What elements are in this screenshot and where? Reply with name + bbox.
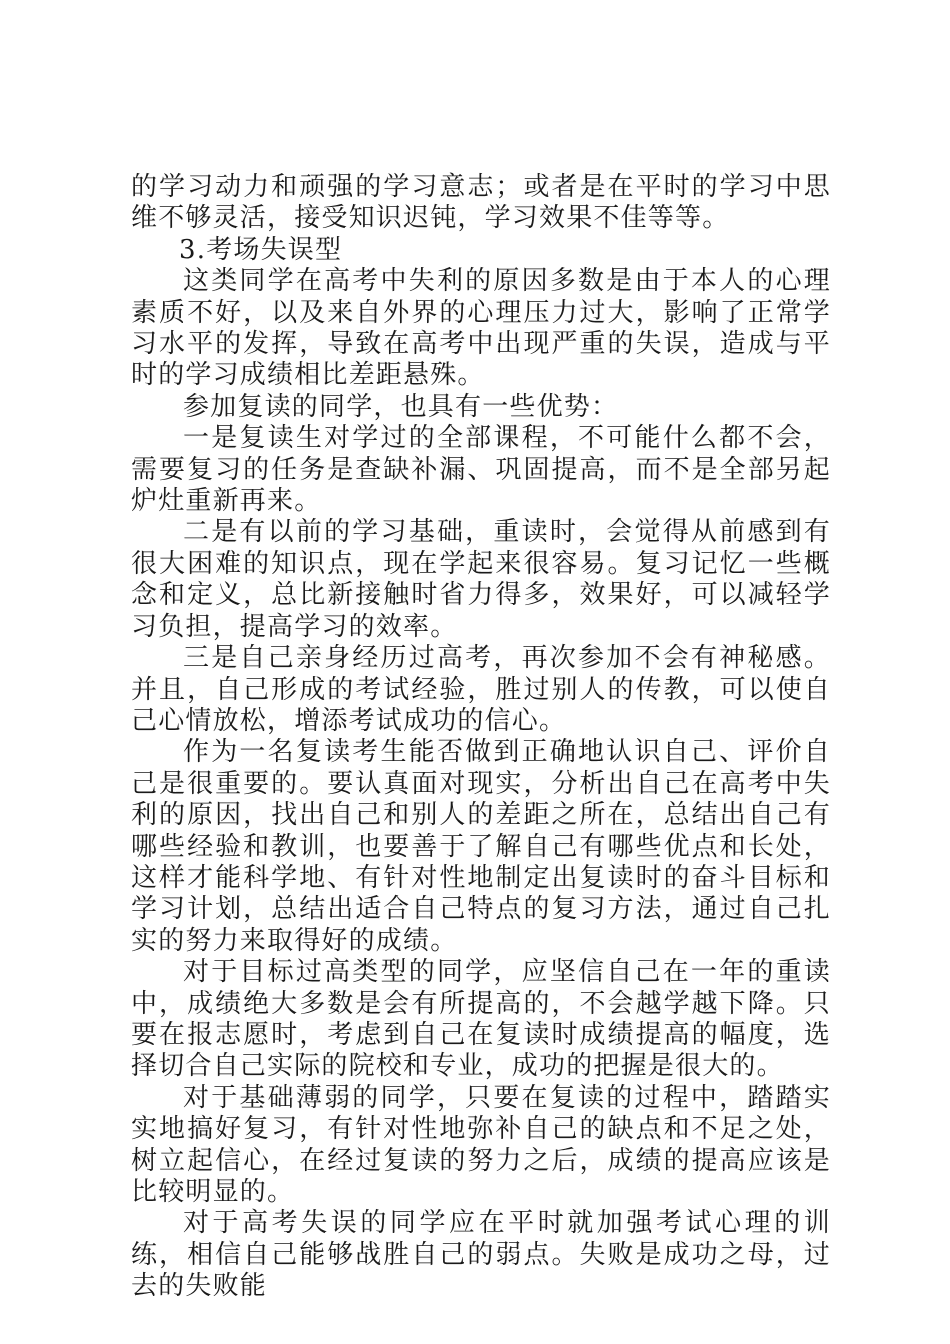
paragraph: 一是复读生对学过的全部课程，不可能什么都不会，需要复习的任务是查缺补漏、巩固提高，而不是全部另起炉灶重新再来。 [131, 423, 831, 517]
paragraph: 对于基础薄弱的同学，只要在复读的过程中，踏踏实实地搞好复习，有针对性地弥补自己的缺点和不足之处，树立起信心，在经过复读的努力之后，成绩的提高应该是比较明显的。 [131, 1082, 831, 1207]
paragraph: 作为一名复读考生能否做到正确地认识自己、评价自己是很重要的。要认真面对现实，分析出自己在高考中失利的原因，找出自己和别人的差距之所在，总结出自己有哪些经验和教训，也要善于了解自己有哪些优点和长处，这样才能科学地、有针对性地制定出复读时的奋斗目标和学习计划，总结出适合自己特点的复习方法，通过自己扎实的努力来取得好的成绩。 [131, 737, 831, 956]
paragraph: 这类同学在高考中失利的原因多数是由于本人的心理素质不好，以及来自外界的心理压力过大，影响了正常学习水平的发挥，导致在高考中出现严重的失误，造成与平时的学习成绩相比差距悬殊。 [131, 266, 831, 391]
section-heading-exam-mistake-type: 3.考场失误型 [179, 234, 343, 265]
paragraph: 三是自己亲身经历过高考，再次参加不会有神秘感。并且，自己形成的考试经验，胜过别人的传教，可以使自己心情放松，增添考试成功的信心。 [131, 643, 831, 736]
paragraph: 参加复读的同学，也具有一些优势： [183, 391, 619, 422]
document-body [131, 172, 831, 1303]
paragraph: 对于目标过高类型的同学，应坚信自己在一年的重读中，成绩绝大多数是会有所提高的，不会越学越下降。只要在报志愿时，考虑到自己在复读时成绩提高的幅度，选择切合自己实际的院校和专业，成功的把握是很大的。 [131, 957, 831, 1082]
paragraph: 对于高考失误的同学应在平时就加强考试心理的训练，相信自己能够战胜自己的弱点。失败是成功之母，过去的失败能 [131, 1208, 831, 1302]
paragraph: 二是有以前的学习基础，重读时，会觉得从前感到有很大困难的知识点，现在学起来很容易。复习记忆一些概念和定义，总比新接触时省力得多，效果好，可以减轻学习负担，提高学习的效率。 [131, 517, 831, 642]
paragraph-continuation: 的学习动力和顽强的学习意志；或者是在平时的学习中思维不够灵活，接受知识迟钝，学习效果不佳等等。 [131, 172, 831, 234]
